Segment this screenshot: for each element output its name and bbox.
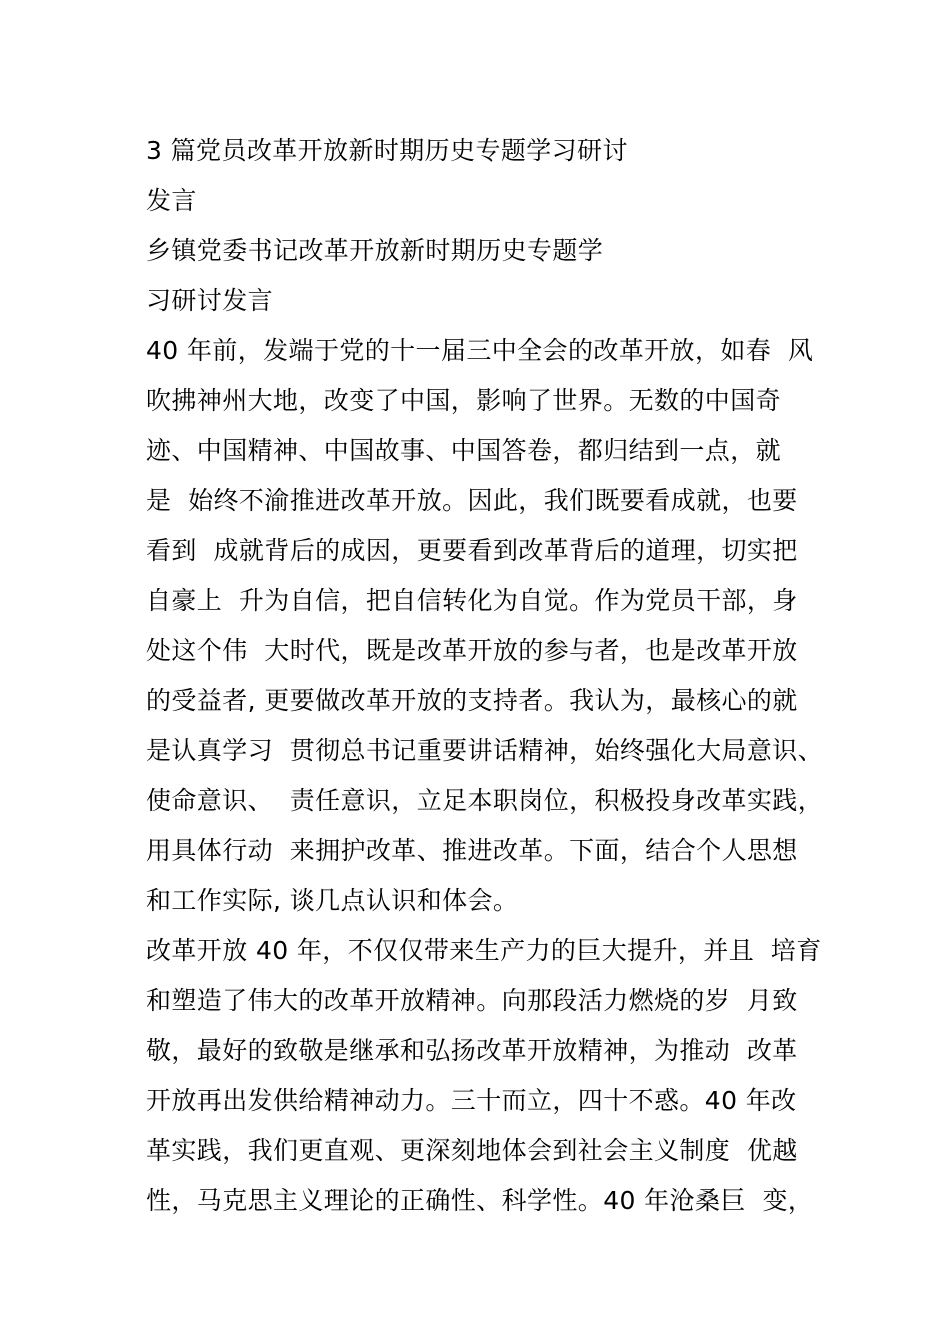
body-line: 性，马克思主义理论的正确性、科学性。40 年沧桑巨 变， (146, 1186, 814, 1215)
body-line: 自豪上 升为自信，把自信转化为自觉。作为党员干部，身 (146, 586, 798, 615)
body-line: 开放再出发供给精神动力。三十而立，四十不惑。40 年改 (146, 1086, 797, 1115)
body-line: 是 始终不渝推进改革开放。因此，我们既要看成就，也要 (146, 486, 798, 515)
body-line: 革实践，我们更直观、更深刻地体会到社会主义制度 优越 (146, 1136, 798, 1165)
body-line: 吹拂神州大地，改变了中国，影响了世界。无数的中国奇 (146, 386, 782, 415)
body-line: 和塑造了伟大的改革开放精神。向那段活力燃烧的岁 月致 (146, 986, 798, 1015)
subtitle-line-1: 乡镇党委书记改革开放新时期历史专题学 (146, 236, 604, 265)
body-line: 处这个伟 大时代，既是改革开放的参与者，也是改革开放 (146, 636, 798, 665)
title-line-2: 发言 (146, 186, 197, 215)
body-line: 是认真学习 贯彻总书记重要讲话精神，始终强化大局意识、 (146, 736, 824, 765)
body-line: 和工作实际, 谈几点认识和体会。 (146, 886, 519, 915)
body-line: 用具体行动 来拥护改革、推进改革。下面，结合个人思想 (146, 836, 798, 865)
subtitle-line-2: 习研讨发言 (146, 286, 274, 315)
body-line: 的受益者, 更要做改革开放的支持者。我认为，最核心的就 (146, 686, 798, 715)
body-line: 使命意识、 责任意识，立足本职岗位，积极投身改革实践， (146, 786, 824, 815)
body-line: 看到 成就背后的成因，更要看到改革背后的道理，切实把 (146, 536, 798, 565)
title-line-1: 3 篇党员改革开放新时期历史专题学习研讨 (146, 136, 628, 165)
body-line: 迹、中国精神、中国故事、中国答卷，都归结到一点，就 (146, 436, 782, 465)
body-line: 40 年前，发端于党的十一届三中全会的改革开放，如春 风 (146, 336, 814, 365)
body-line: 改革开放 40 年，不仅仅带来生产力的巨大提升，并且 培育 (146, 936, 822, 965)
body-line: 敬，最好的致敬是继承和弘扬改革开放精神，为推动 改革 (146, 1036, 798, 1065)
